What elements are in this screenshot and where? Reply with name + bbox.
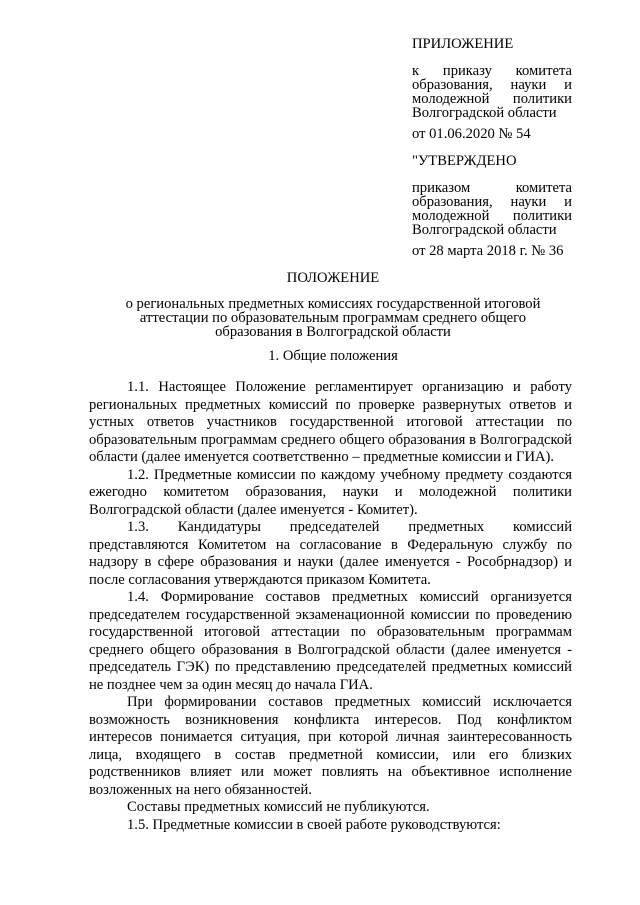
paragraph-not-published: Составы предметных комиссий не публикуются. [127, 799, 430, 815]
document-title: ПОЛОЖЕНИЕ [286, 270, 380, 286]
approved-title: "УТВЕРЖДЕНО [412, 153, 517, 169]
approved-date: от 28 марта 2018 г. № 36 [412, 243, 564, 259]
document-body [89, 379, 572, 834]
paragraph-1-4: 1.4. Формирование составов предметных комиссий организуется председателем государственной экзаменационной комиссии по проведению государственной итоговой аттестации по образовательным программам среднего общего образования в Волгоградской области (далее именуется - председатель ГЭК) по представлению председателей предметных комиссий не позднее чем за один месяц до начала ГИА. [89, 589, 572, 693]
section-heading: 1. Общие положения [268, 348, 398, 364]
appendix-reference: к приказу комитета образования, науки и молодежной политики Волгоградской области [412, 63, 572, 121]
document-subtitle: о региональных предметных комиссиях государственной итоговой аттестации по образовательным программам среднего общего образования в Волгоградской области [125, 296, 541, 340]
paragraph-1-5: 1.5. Предметные комиссии в своей работе руководствуются: [127, 816, 501, 833]
paragraph-1-1: 1.1. Настоящее Положение регламентирует организацию и работу региональных предметных комиссий по проверке развернутых ответов и устных ответов участников государственной итоговой аттестации по образовательным программам среднего общего образования в Волгоградской области (далее именуется соответственно – предметные комиссии и ГИА). [89, 379, 572, 465]
appendix-title: ПРИЛОЖЕНИЕ [412, 36, 514, 52]
paragraph-conflict-of-interest: При формировании составов предметных комиссий исключается возможность возникновения конфликта интересов. Под конфликтом интересов понимается ситуация, при которой личная заинтересованность лица, входящего в состав предметной комиссии, или его близких родственников влияет или может повлиять на объективное исполнение возложенных на него обязанностей. [89, 694, 572, 798]
approved-by: приказом комитета образования, науки и молодежной политики Волгоградской области [412, 180, 572, 238]
appendix-date: от 01.06.2020 № 54 [412, 126, 531, 142]
paragraph-1-3: 1.3. Кандидатуры председателей предметных комиссий представляются Комитетом на согласование в Федеральную службу по надзору в сфере образования и науки (далее именуется - Рособрнадзор) и после согласования утверждаются приказом Комитета. [89, 519, 572, 588]
paragraph-1-2: 1.2. Предметные комиссии по каждому учебному предмету создаются ежегодно комитетом образования, науки и молодежной политики Волгоградской области (далее именуется - Комитет). [89, 466, 572, 518]
